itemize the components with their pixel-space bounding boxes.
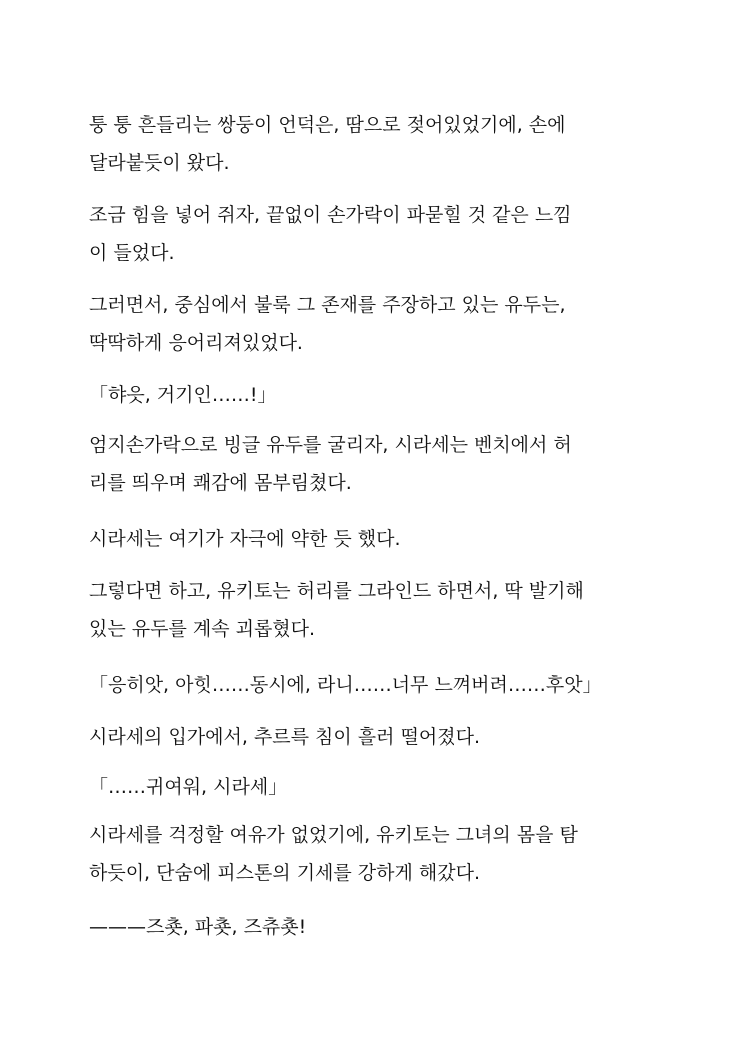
text-line: 달라붙듯이 왔다. bbox=[89, 152, 230, 174]
paragraph-9 bbox=[89, 718, 659, 756]
paragraph-3 bbox=[89, 286, 659, 362]
paragraph-2 bbox=[89, 196, 659, 272]
text-line: 하듯이, 단숨에 피스톤의 기세를 강하게 해갔다. bbox=[89, 862, 481, 884]
text-line: 그러면서, 중심에서 불룩 그 존재를 주장하고 있는 유두는, bbox=[89, 294, 566, 316]
text-line: 엄지손가락으로 빙글 유두를 굴리자, 시라세는 벤치에서 허 bbox=[89, 434, 572, 456]
text-line: 시라세를 걱정할 여유가 없었기에, 유키토는 그녀의 몸을 탐 bbox=[89, 824, 578, 846]
text-line: 리를 띄우며 쾌감에 몸부림쳤다. bbox=[89, 472, 352, 494]
text-line: ———즈춋, 파춋, 즈츄춋! bbox=[89, 916, 307, 938]
text-line: 시라세의 입가에서, 추르륵 침이 흘러 떨어졌다. bbox=[89, 726, 481, 748]
text-line: 「햐읏, 거기인……!」 bbox=[89, 384, 277, 406]
paragraph-10 bbox=[89, 768, 659, 806]
paragraph-4 bbox=[89, 376, 659, 414]
paragraph-12 bbox=[89, 908, 659, 946]
text-line: 조금 힘을 넣어 쥐자, 끝없이 손가락이 파묻힐 것 같은 느낌 bbox=[89, 204, 572, 226]
text-line: 이 들었다. bbox=[89, 242, 175, 264]
text-line: 퉁 퉁 흔들리는 쌍둥이 언덕은, 땀으로 젖어있었기에, 손에 bbox=[89, 114, 566, 136]
text-line: 「응히앗, 아힛……동시에, 라니……너무 느껴버려……후앗」 bbox=[89, 674, 602, 696]
paragraph-5 bbox=[89, 426, 659, 502]
paragraph-7 bbox=[89, 572, 659, 648]
text-line: 「……귀여워, 시라세」 bbox=[89, 776, 288, 798]
text-line: 딱딱하게 응어리져있었다. bbox=[89, 332, 303, 354]
paragraph-1 bbox=[89, 106, 659, 182]
paragraph-6 bbox=[89, 520, 659, 558]
paragraph-8 bbox=[89, 666, 659, 704]
text-line: 그렇다면 하고, 유키토는 허리를 그라인드 하면서, 딱 발기해 bbox=[89, 580, 584, 602]
text-line: 시라세는 여기가 자극에 약한 듯 했다. bbox=[89, 528, 401, 550]
paragraph-11 bbox=[89, 816, 659, 892]
text-line: 있는 유두를 계속 괴롭혔다. bbox=[89, 618, 316, 640]
